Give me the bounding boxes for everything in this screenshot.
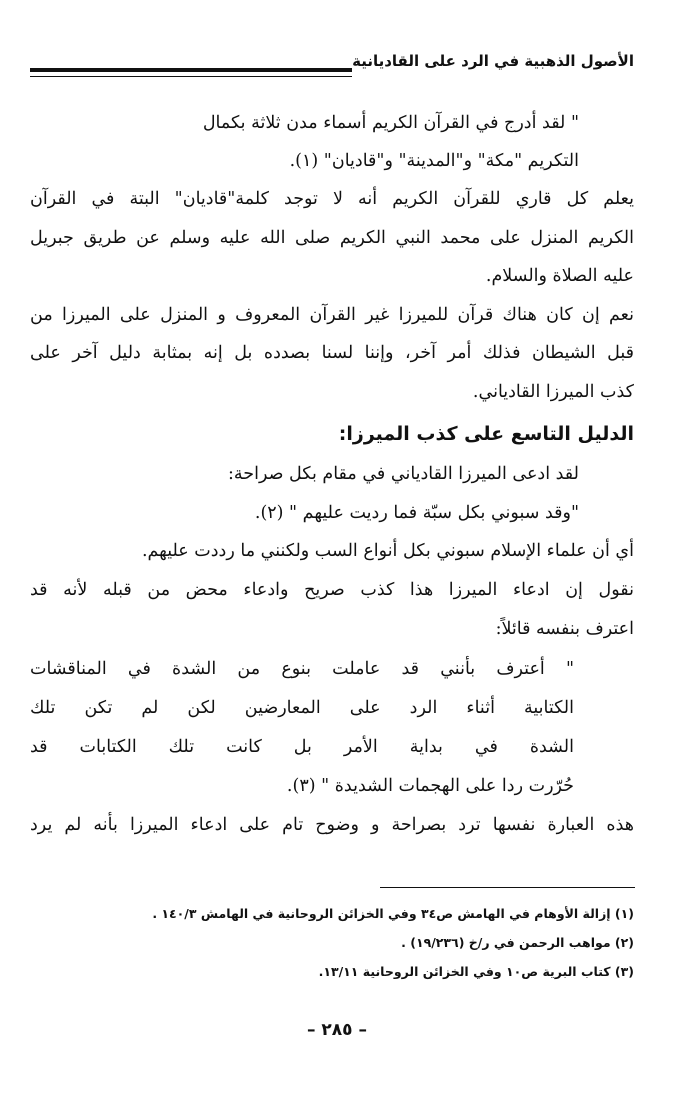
quote-line: حُرّرت ردا على الهجمات الشديدة " (٣). (286, 776, 574, 796)
paragraph-line: كذب الميرزا القادياني. (472, 382, 634, 402)
paragraph-line: أي أن علماء الإسلام سبوني بكل أنواع السب ولكنني ما رددت عليهم. (141, 541, 634, 561)
quote-line: الكتابية أثناء الرد على المعارضين لكن لم تكن تلك (30, 698, 574, 718)
footnote-1: (١) إزالة الأوهام في الهامش ص٣٤ وفي الخزائن الروحانية في الهامش ١٤٠/٣ . (152, 906, 634, 921)
footnote-2: (٢) مواهب الرحمن في ر/خ (١٩/٢٣٦) . (401, 935, 634, 950)
quote-line-1: " لقد أدرج في القرآن الكريم أسماء مدن ثلاثة بكمال (202, 113, 579, 133)
paragraph-line: عليه الصلاة والسلام. (485, 266, 634, 286)
paragraph-line: لقد ادعى الميرزا القادياني في مقام بكل صراحة: (228, 464, 579, 484)
paragraph-line: قبل الشيطان فذلك أمر آخر، وإننا لسنا بصدده بل إنه بمثابة دليل آخر على (30, 343, 634, 363)
footnote-3: (٣) كتاب البرية ص١٠ وفي الخزائن الروحانية ١٣/١١. (318, 964, 634, 979)
paragraph-line: نعم إن كان هناك قرآن للميرزا غير القرآن المعروف و المنزل على الميرزا من (30, 305, 634, 325)
quote-line-2: التكريم "مكة" و"المدينة" و"قاديان" (١). (289, 151, 579, 171)
paragraph-line: اعترف بنفسه قائلاً: (495, 619, 634, 639)
paragraph-line: يعلم كل قاري للقرآن الكريم أنه لا توجد كلمة"قاديان" البتة في القرآن (30, 189, 634, 209)
footnote-separator (380, 887, 635, 888)
section-heading: الدليل التاسع على كذب الميرزا: (338, 423, 634, 445)
running-header-title: الأصول الذهبية في الرد على القاديانية (352, 52, 634, 70)
paragraph-line: هذه العبارة نفسها ترد بصراحة و وضوح تام على ادعاء الميرزا بأنه لم يرد (30, 815, 634, 835)
quote-line: " أعترف بأنني قد عاملت بنوع من الشدة في المناقشات (30, 659, 574, 679)
page-number: – ٢٨٥ – (307, 1020, 367, 1040)
paragraph-line: الكريم المنزل على محمد النبي الكريم صلى الله عليه وسلم عن طريق جبريل (30, 228, 634, 248)
paragraph-line: نقول إن ادعاء الميرزا هذا كذب صريح وادعاء محض من قبله لأنه قد (30, 580, 634, 600)
header-rule-thick (30, 68, 352, 72)
quote-line: الشدة في بداية الأمر بل كانت تلك الكتابات قد (30, 737, 574, 757)
quote-line: "وقد سبوني بكل سبّة فما رديت عليهم " (٢). (254, 503, 579, 523)
header-rule-thin (30, 76, 352, 77)
